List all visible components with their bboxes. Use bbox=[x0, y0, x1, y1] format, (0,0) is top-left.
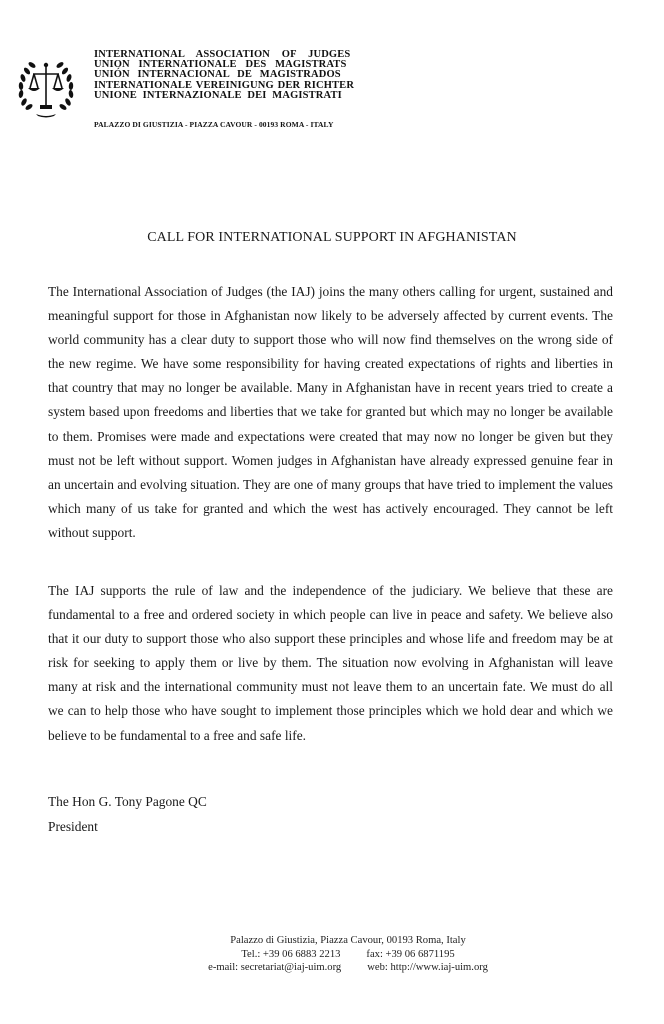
org-name-french: UNION INTERNATIONALE DES MAGISTRATS bbox=[94, 59, 347, 71]
signature-block bbox=[48, 790, 207, 839]
org-name-spanish: UNIÓN INTERNACIONAL DE MAGISTRADOS bbox=[94, 69, 341, 81]
signatory-name: The Hon G. Tony Pagone QC bbox=[48, 794, 207, 809]
footer-email-link[interactable]: e-mail: secretariat@iaj-uim.org bbox=[208, 962, 342, 973]
footer-contact-row bbox=[0, 961, 664, 975]
footer bbox=[0, 934, 664, 975]
letterhead bbox=[14, 44, 634, 144]
body-paragraph: The IAJ supports the rule of law and the independence of the judiciary. We believe that these are fundamental to a free and ordered society in which people can live in peace and safety. We believe also that it our duty to support those who also support these principles and whose life and freedom may be at risk for seeking to apply them or live by them. The situation now evolving in Afghanistan will leave many at risk and the international community must not leave them to an uncertain fate. We must do all we can to help those who have sought to implement those principles which we hold dear and which we believe to be fundamental to a free and safe life. bbox=[48, 583, 613, 743]
org-name-english: INTERNATIONAL ASSOCIATION OF JUDGES bbox=[94, 49, 351, 60]
footer-address: Palazzo di Giustizia, Piazza Cavour, 00193 Roma, Italy bbox=[230, 935, 466, 946]
letterhead-address: PALAZZO DI GIUSTIZIA - PIAZZA CAVOUR - 00193 ROMA - ITALY bbox=[94, 120, 334, 129]
footer-tel: Tel.: +39 06 6883 2213 bbox=[241, 948, 341, 960]
org-name-german: INTERNATIONALE VEREINIGUNG DER RICHTER bbox=[94, 79, 355, 91]
signatory-role: President bbox=[48, 818, 98, 834]
document-title: CALL FOR INTERNATIONAL SUPPORT IN AFGHANISTAN bbox=[147, 230, 517, 245]
organization-names bbox=[94, 50, 354, 101]
body-paragraph: The International Association of Judges (the IAJ) joins the many others calling for urgent, sustained and meaningful support for those in Afghanistan now likely to be adversely affected by current events. The world community has a clear duty to support those who will now find themselves on the wrong side of the new regime. We have some responsibility for having created expectations of rights and liberties in that country that may no longer be available. Many in Afghanistan have in recent years tried to create a system based upon freedoms and liberties that we take for granted but which may no longer be available to them. Promises were made and expectations were created that may now no longer be given but they must not be left without support. Women judges in Afghanistan have already expressed genuine fear in an uncertain and evolving situation. They are one of many groups that have tried to implement the values which many of us take for granted and which the west has actively encouraged. They cannot be left without support. bbox=[48, 284, 613, 540]
footer-fax: fax: +39 06 6871195 bbox=[366, 948, 455, 960]
footer-web-link[interactable]: web: http://www.iaj-uim.org bbox=[367, 962, 488, 973]
footer-phone-row bbox=[0, 948, 664, 962]
scales-of-justice-laurel-icon bbox=[14, 52, 78, 120]
org-name-italian: UNIONE INTERNAZIONALE DEI MAGISTRATI bbox=[94, 89, 342, 101]
